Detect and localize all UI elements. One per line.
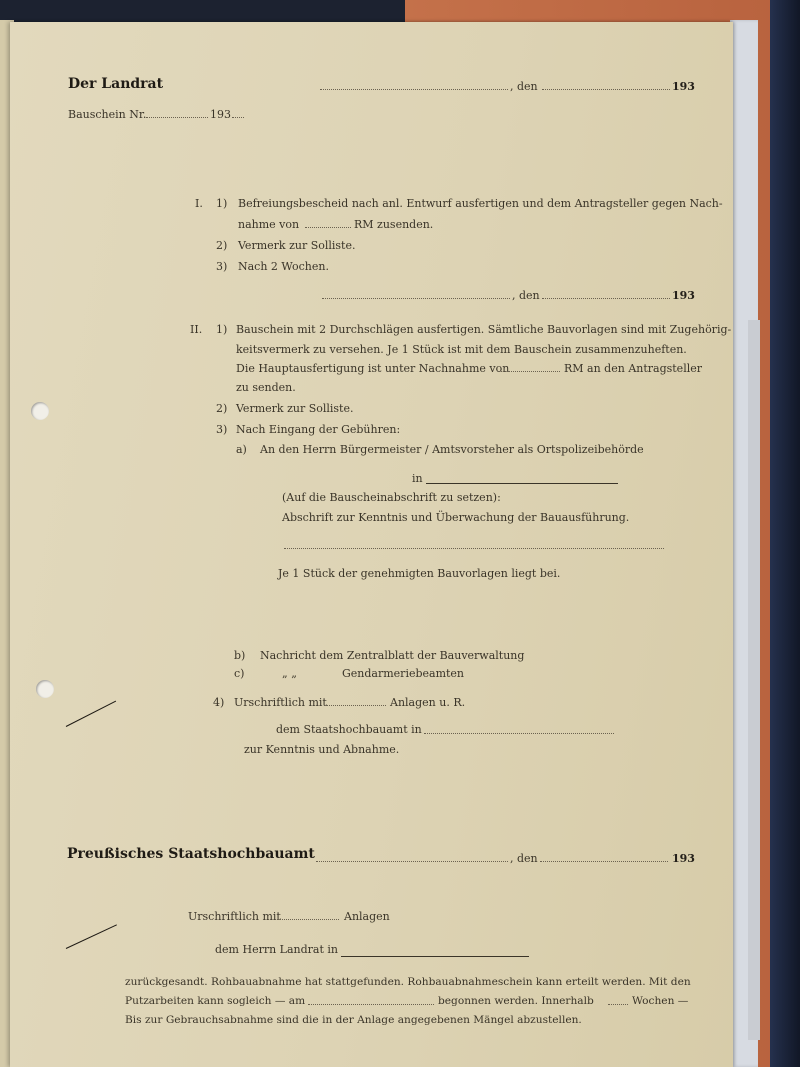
underlying-sheet (748, 320, 760, 1040)
item-number: 1) (216, 197, 228, 210)
date-separator: , den (510, 80, 538, 93)
instruction-text: nahme von (238, 218, 300, 231)
instruction-text: zu senden. (236, 381, 296, 394)
punch-hole (36, 680, 54, 698)
form-page (10, 22, 733, 1067)
note-text: (Auf die Bauscheinabschrift zu setzen): (282, 491, 501, 504)
authority-title: Der Landrat (68, 76, 164, 92)
item-number: 2) (216, 402, 228, 415)
pen-stroke (66, 924, 117, 949)
instruction-text: dem Herrn Landrat in (215, 943, 339, 956)
bauschein-year: 193 (210, 108, 231, 121)
item-number: 4) (213, 696, 225, 709)
amount-field[interactable] (498, 371, 560, 372)
paragraph-text: Wochen — (632, 995, 689, 1007)
date-field[interactable] (542, 89, 670, 90)
instruction-text: Nach 2 Wochen. (238, 260, 329, 273)
instruction-text: keitsvermerk zu versehen. Je 1 Stück ist mit dem Bauschein zusammenzuheften. (236, 343, 687, 356)
instruction-text: Gendarmeriebeamten (342, 667, 465, 680)
place-field[interactable] (316, 861, 508, 862)
date-separator: , den (512, 289, 540, 302)
instruction-text: Bauschein mit 2 Durchschlägen ausfertigen. Sämtliche Bauvorlagen sind mit Zugehörig- (236, 323, 732, 336)
bauschein-label: Bauschein Nr. (68, 108, 147, 121)
year-label: 193 (672, 852, 695, 865)
in-label: in (412, 472, 423, 485)
place-field[interactable] (322, 298, 510, 299)
place-field[interactable] (320, 89, 508, 90)
instruction-text: dem Staatshochbauamt in (276, 723, 422, 736)
signature-line[interactable] (284, 548, 664, 549)
item-number: 3) (216, 423, 228, 436)
office-location-field[interactable] (424, 733, 614, 734)
amount-field[interactable] (305, 227, 351, 228)
instruction-text: Vermerk zur Solliste. (236, 402, 354, 415)
instruction-text: Urschriftlich mit (188, 910, 281, 923)
paragraph-text: zurückgesandt. Rohbauabnahme hat stattgefunden. Rohbauabnahmeschein kann erteilt werden. Mit den (125, 976, 691, 988)
date-field[interactable] (542, 298, 670, 299)
sub-item-label: a) (236, 443, 247, 456)
instruction-text: Die Hauptausfertigung ist unter Nachnahme von (236, 362, 510, 375)
year-label: 193 (672, 289, 695, 302)
instruction-text: Vermerk zur Solliste. (238, 239, 356, 252)
instruction-text: zur Kenntnis und Abnahme. (244, 743, 400, 756)
punch-hole (31, 402, 49, 420)
instruction-text: Nach Eingang der Gebühren: (236, 423, 401, 436)
town-field[interactable] (426, 483, 618, 484)
instruction-text: Urschriftlich mit (234, 696, 327, 709)
instruction-text: Anlagen (344, 910, 390, 923)
town-field[interactable] (341, 956, 529, 957)
ditto-marks: „ „ (282, 667, 297, 680)
date-field[interactable] (540, 861, 668, 862)
paragraph-text: Putzarbeiten kann sogleich — am (125, 995, 306, 1007)
enclosure-note: Je 1 Stück der genehmigten Bauvorlagen liegt bei. (278, 567, 561, 580)
section-number: I. (195, 197, 203, 210)
note-text: Abschrift zur Kenntnis und Überwachung der Bauausführung. (282, 511, 630, 524)
instruction-text: Befreiungsbescheid nach anl. Entwurf ausfertigen und dem Antragsteller gegen Nach- (238, 197, 723, 210)
paragraph-text: Bis zur Gebrauchsabnahme sind die in der Anlage angegebenen Mängel abzustellen. (125, 1014, 582, 1026)
weeks-field[interactable] (608, 1004, 628, 1005)
item-number: 3) (216, 260, 228, 273)
instruction-text: Anlagen u. R. (390, 696, 466, 709)
paragraph-text: begonnen werden. Innerhalb (438, 995, 594, 1007)
pen-stroke (66, 701, 116, 727)
instruction-text: RM zusenden. (354, 218, 434, 231)
office-title: Preußisches Staatshochbauamt (67, 846, 315, 862)
instruction-text: RM an den Antragsteller (564, 362, 702, 375)
year-label: 193 (672, 80, 695, 93)
folder-spine (770, 0, 800, 1067)
item-number: 1) (216, 323, 228, 336)
attachments-count-field[interactable] (277, 919, 339, 920)
section-number: II. (190, 323, 203, 336)
instruction-text: An den Herrn Bürgermeister / Amtsvorsteher als Ortspolizeibehörde (260, 443, 644, 456)
sub-item-label: c) (234, 667, 245, 680)
sub-item-label: b) (234, 649, 246, 662)
instruction-text: Nachricht dem Zentralblatt der Bauverwaltung (260, 649, 525, 662)
date-separator: , den (510, 852, 538, 865)
bauschein-number-field[interactable] (146, 117, 208, 118)
attachments-count-field[interactable] (326, 705, 386, 706)
item-number: 2) (216, 239, 228, 252)
bauschein-year-field[interactable] (232, 117, 244, 118)
date-field[interactable] (308, 1004, 434, 1005)
